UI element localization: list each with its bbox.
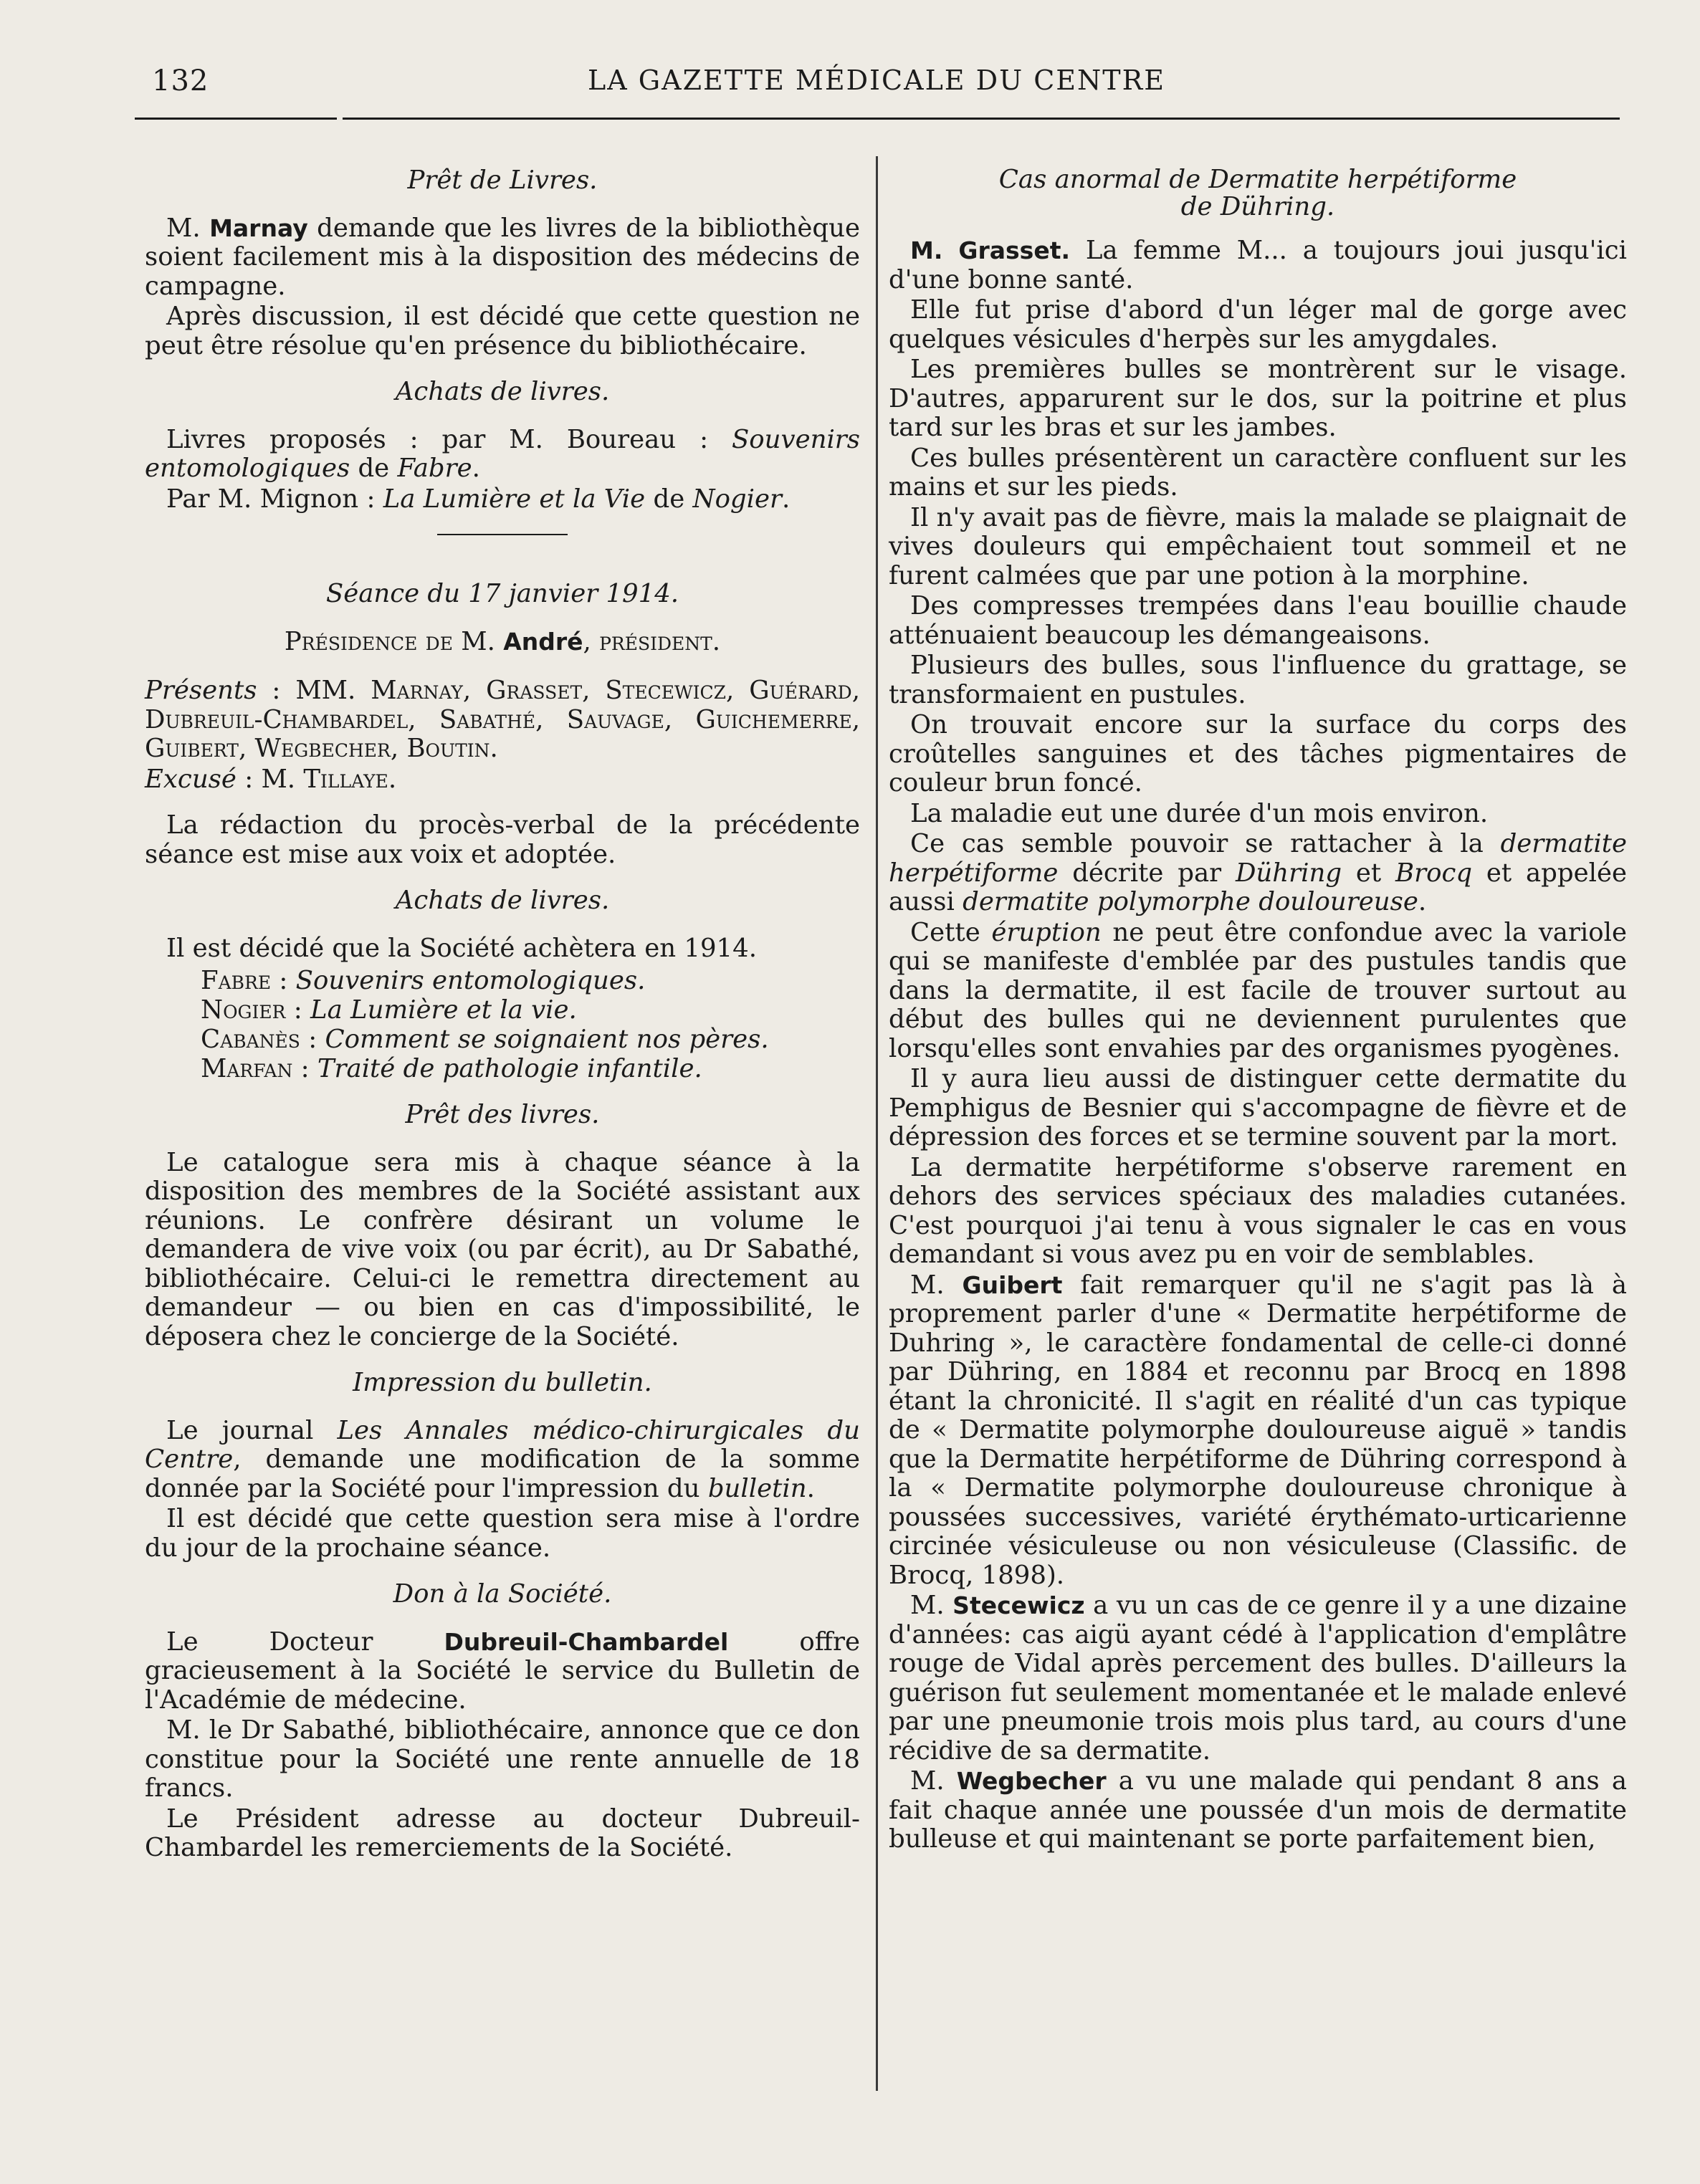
name-dubreuil-chambardel: Dubreuil-Chambardel	[444, 1627, 729, 1656]
presents-list: Présents : MM. Marnay, Grasset, Stecewicz, Guérard, Dubreuil-Chambardel, Sabathé, Sauvage, Guichemerre, Guibert, Wegbecher, Boutin.	[145, 676, 860, 763]
paragraph-premieres-bulles: Les premières bulles se montrèrent sur le visage. D'autres, apparurent sur le dos, sur la poitrine et plus tard sur les bras et sur les jambes.	[889, 355, 1627, 442]
header-rule-right	[343, 118, 1620, 120]
left-column	[145, 159, 860, 1864]
paragraph-eruption: Cette éruption ne peut être confondue avec la variole qui se manifeste d'emblée par des pustules tandis que dans la dermatite, il est facile de trouver surtout au début des bulles qui ne deviennent purulentes que lorsqu'elles sont envahies par des organismes pyogènes.	[889, 917, 1628, 1063]
paragraph-ordre-du-jour: Il est décidé que cette question sera mise à l'ordre du jour de la prochaine séance.	[145, 1504, 860, 1563]
page-header	[135, 64, 1618, 107]
paragraph-guibert: M. Guibert fait remarquer qu'il ne s'agit pas là à proprement parler d'une « Dermatite herpétiforme de Duhring », le caractère fondamental de celle-ci donné par Dühring, en 1884 et reconnu par Brocq en 1898 étant la chronicité. Il s'agit en réalité d'un cas typique de « Dermatite polymorphe douloureuse aiguë » tandis que la Dermatite herpétiforme de Dühring correspond à la « Dermatite polymorphe douloureuse chronique à poussées successives, variété érythémato-urticarienne circinée vésiculeuse ou non vésiculeuse (Classific. de Brocq, 1898).	[889, 1270, 1627, 1590]
book-item: Nogier : La Lumière et la vie.	[201, 995, 577, 1025]
name-grasset: M. Grasset.	[910, 236, 1071, 264]
paragraph-achat-1914: Il est décidé que la Société achètera en 1914.	[166, 933, 758, 963]
paragraph-rattacher: Ce cas semble pouvoir se rattacher à la dermatite herpétiforme décrite par Dühring et Brocq et appelée aussi dermatite polymorphe douloureuse.	[889, 829, 1628, 916]
excuse-line: Excusé : M. Tillaye.	[145, 764, 397, 794]
book-item: Cabanès : Comment se soignaient nos pères.	[201, 1025, 769, 1054]
section-separator	[437, 534, 568, 535]
column-divider	[876, 156, 878, 2091]
paragraph-don: Le Docteur Dubreuil-Chambardel offre gracieusement à la Société le service du Bulletin de l'Académie de médecine.	[145, 1627, 860, 1715]
running-title: LA GAZETTE MÉDICALE DU CENTRE	[588, 64, 1165, 96]
page-number: 132	[152, 64, 209, 97]
heading-pret-livres: Prêt de Livres.	[407, 166, 598, 195]
book-item: Marfan : Traité de pathologie infantile.	[201, 1054, 702, 1083]
heading-pret-des-livres: Prêt des livres.	[405, 1100, 600, 1129]
paragraph-journal: Le journal Les Annales médico-chirurgicales du Centre, demande une modification de la somme donnée par la Société pour l'impression du bulletin.	[145, 1415, 860, 1503]
paragraph-duree: La maladie eut une durée d'un mois environ.	[910, 798, 1489, 828]
name-marnay: Marnay	[209, 214, 308, 242]
paragraph-pemphigus: Il y aura lieu aussi de distinguer cette dermatite du Pemphigus de Besnier qui s'accompagne de fièvre et de dépression des forces et se termine souvent par la mort.	[889, 1064, 1627, 1151]
paragraph-compresses: Des compresses trempées dans l'eau bouillie chaude atténuaient beaucoup les démangeaisons.	[889, 591, 1627, 650]
presidence-line: Présidence de M. André, président.	[284, 626, 721, 656]
paragraph-catalogue: Le catalogue sera mis à chaque séance à la disposition des membres de la Société assistant aux réunions. Le confrère désirant un volume le demandera de vive voix (ou par écrit), au Dr Sabathé, bibliothécaire. Celui-ci le remettra directement au demandeur — ou bien en cas d'impossibilité, le déposera chez le concierge de la Société.	[145, 1147, 860, 1351]
heading-impression-bulletin: Impression du bulletin.	[353, 1368, 652, 1397]
paragraph-pustules: Plusieurs des bulles, sous l'influence du grattage, se transformaient en pustules.	[889, 651, 1627, 709]
name-andre: André	[503, 627, 583, 656]
paragraph-proces-verbal: La rédaction du procès-verbal de la précédente séance est mise aux voix et adoptée.	[145, 810, 860, 869]
paragraph-rarement: La dermatite herpétiforme s'observe rarement en dehors des services spéciaux des maladies cutanées. C'est pourquoi j'ai tenu à vous signaler le cas en vous demandant si vous avez pu en voir de semblables.	[889, 1152, 1627, 1269]
paragraph-livres-proposes: Livres proposés : par M. Boureau : Souvenirs entomologiques de Fabre.	[145, 424, 860, 483]
name-stecewicz: Stecewicz	[952, 1591, 1085, 1619]
heading-don-societe: Don à la Société.	[393, 1579, 612, 1609]
heading-achats-livres-1: Achats de livres.	[395, 377, 610, 406]
header-rule-left	[135, 118, 337, 120]
paragraph-discussion: Après discussion, il est décidé que cette question ne peut être résolue qu'en présence du bibliothécaire.	[145, 302, 860, 360]
paragraph-grasset: M. Grasset. La femme M... a toujours joui jusqu'ici d'une bonne santé.	[889, 236, 1627, 294]
paragraph-stecewicz: M. Stecewicz a vu un cas de ce genre il y a une dizaine d'années: cas aigü ayant cédé à l'application d'emplâtre rouge de Vidal après percement des bulles. D'ailleurs la guérison fut seulement momentanée et le malade enlevé par une pneumonie trois mois plus tard, au cours d'une récidive de sa dermatite.	[889, 1591, 1628, 1766]
paragraph-mignon: Par M. Mignon : La Lumière et la Vie de Nogier.	[166, 484, 791, 514]
paragraph-wegbecher: M. Wegbecher a vu une malade qui pendant 8 ans a fait chaque année une poussée d'un mois de dermatite bulleuse et qui maintenant se porte parfaitement bien,	[889, 1766, 1628, 1854]
paragraph-fievre: Il n'y avait pas de fièvre, mais la malade se plaignait de vives douleurs qui empêchaient tout sommeil et ne furent calmées que par une potion à la morphine.	[889, 502, 1627, 590]
heading-achats-livres-2: Achats de livres.	[395, 886, 610, 915]
name-guibert: Guibert	[962, 1270, 1063, 1299]
name-wegbecher: Wegbecher	[956, 1767, 1107, 1795]
paragraph-croutelles: On trouvait encore sur la surface du corps des croûtelles sanguines et des tâches pigmentaires de couleur brun foncé.	[889, 710, 1627, 798]
book-list	[201, 966, 860, 1083]
book-item: Fabre : Souvenirs entomologiques.	[201, 966, 646, 995]
right-column	[889, 159, 1627, 1856]
paragraph-confluent: Ces bulles présentèrent un caractère confluent sur les mains et sur les pieds.	[889, 443, 1627, 502]
paragraph-remerciements: Le Président adresse au docteur Dubreuil-Chambardel les remerciements de la Société.	[145, 1804, 860, 1862]
paragraph-mal-de-gorge: Elle fut prise d'abord d'un léger mal de gorge avec quelques vésicules d'herpès sur les amygdales.	[889, 295, 1627, 354]
paragraph-rente: M. le Dr Sabathé, bibliothécaire, annonce que ce don constitue pour la Société une rente annuelle de 18 francs.	[145, 1715, 860, 1803]
paragraph-marnay: M. Marnay demande que les livres de la bibliothèque soient facilement mis à la disposition des médecins de campagne.	[145, 213, 860, 301]
seance-date-heading: Séance du 17 janvier 1914.	[325, 579, 679, 608]
article-heading: Cas anormal de Dermatite herpétiforme de Dühring.	[998, 165, 1517, 221]
